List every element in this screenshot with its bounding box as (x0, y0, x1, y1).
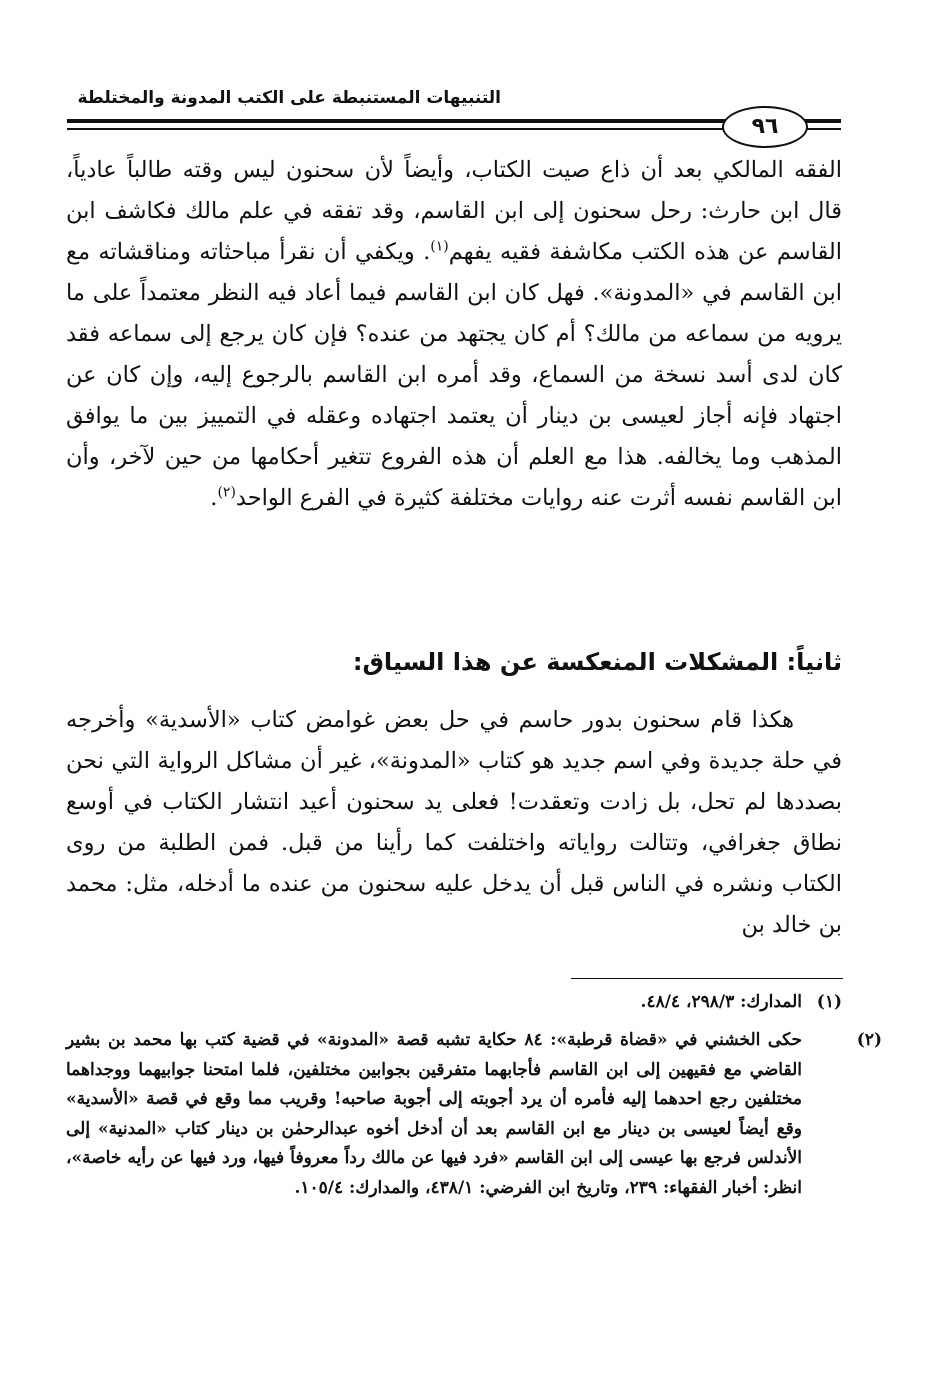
page-title: التنبيهات المستنبطة على الكتب المدونة والمختلطة (77, 88, 501, 108)
period: . (210, 485, 218, 511)
text-line: مختلفة كثيرة في الفرع الواحد (235, 485, 514, 511)
footnote-ref-1[interactable]: (١) (430, 238, 449, 255)
page-number: ٩٦ (722, 106, 808, 148)
text-line: ابن القاسم فيما أعاد فيه النظر معتمداً على ما يرويه من سماعه من (66, 280, 842, 347)
text-line: لدى أسد نسخة من السماع، وقد أمره ابن القاسم بالرجوع إليه، وإن (149, 362, 799, 388)
text-line: مالك؟ أم كان يجتهد من عنده؟ فإن كان يرجع إلى سماعه فقد كان (66, 321, 843, 388)
footnote-number: (٢) (856, 1030, 883, 1050)
text-line: تتغير أحكامها من حين لآخر، وأن ابن القاسم نفسه أثرت عنه روايات (66, 444, 842, 511)
text-line: كان عن اجتهاد فإنه أجاز لعيسى بن دينار أن يعتمد اجتهاده وعقله في (66, 362, 843, 429)
footnote-number: (١) (816, 992, 842, 1012)
section-heading: ثانياً: المشكلات المنعكسة عن هذا السياق: (352, 648, 842, 676)
footnote-1 (66, 992, 842, 1012)
body-paragraph-2: هكذا قام سحنون بدور حاسم في حل بعض غوامض كتاب «الأسدية» وأخرجه في حلة جديدة وفي اسم جديد هو كتاب «المدونة»، غير أن مشاكل الرواية التي نحن بصددها لم تحل، بل زادت وتعقدت! فعلى يد سحنون أعيد انتشار الكتاب في أوسع نطاق جغرافي، وتتالت رواياته واختلفت كما رأينا من قبل. فمن الطلبة من روى الكتاب ونشره في الناس قبل أن يدخل عليه سحنون من عنده ما أدخله، مثل: محمد بن خالد بن (66, 707, 842, 938)
footnote-text: حكى الخشني في «قضاة قرطبة»: ٨٤ حكاية تشبه قصة «المدونة» في قضية كتب بها محمد بن بشير القاضي مع فقيهين إلى ابن القاسم فأجابهما متفرقين بجوابين مختلفين، فلما امتحنا جوابيهما ووجداهما مختلفين رجع احدهما إليه فأمره أن يرد أجوبته إلى أجوبة صاحبه! وقريب مما وقع في قصة «الأسدية» وقع أيضاً لعيسى بن دينار مع ابن القاسم بعد أن أدخل أخوه عبدالرحمٰن بن دينار كتاب «المدنية» إلى الأندلس فرجع بها عيسى إلى ابن القاسم «فرد فيها عن مالك رداً معروفاً فيها، ورد فيها عن رأيه خاصة»، انظر: أخبار الفقهاء: ٢٣٩، وتاريخ ابن الفرضي: ٤٣٨/١، والمدارك: ١٠٥/٤. (66, 1030, 803, 1198)
footnote-ref-2[interactable]: (٢) (217, 484, 236, 501)
text-line: التمييز بين ما يوافق المذهب وما يخالفه. هذا مع العلم أن هذه الفروع (66, 403, 842, 470)
text-line: في علم مالك فكاشف ابن القاسم عن هذه الكتب مكاشفة فقيه يفهم (66, 198, 842, 265)
footnote-text: المدارك: ٢٩٨/٣، ٤٨/٤. (640, 992, 802, 1012)
text-line: طالباً عادياً، قال ابن حارث: رحل سحنون إلى ابن القاسم، وقد تفقه (66, 157, 842, 224)
text-line: ويكفي أن نقرأ مباحثاته ومناقشاته مع ابن القاسم في «المدونة». فهل كان (66, 239, 843, 306)
footnote-divider (571, 978, 843, 979)
period: . (423, 239, 431, 265)
text-line: الفقه المالكي بعد أن ذاع صيت الكتاب، وأيضاً لأن سحنون ليس وقته (182, 157, 842, 183)
footnote-2 (66, 1026, 883, 1203)
body-paragraph-1 (66, 150, 842, 519)
